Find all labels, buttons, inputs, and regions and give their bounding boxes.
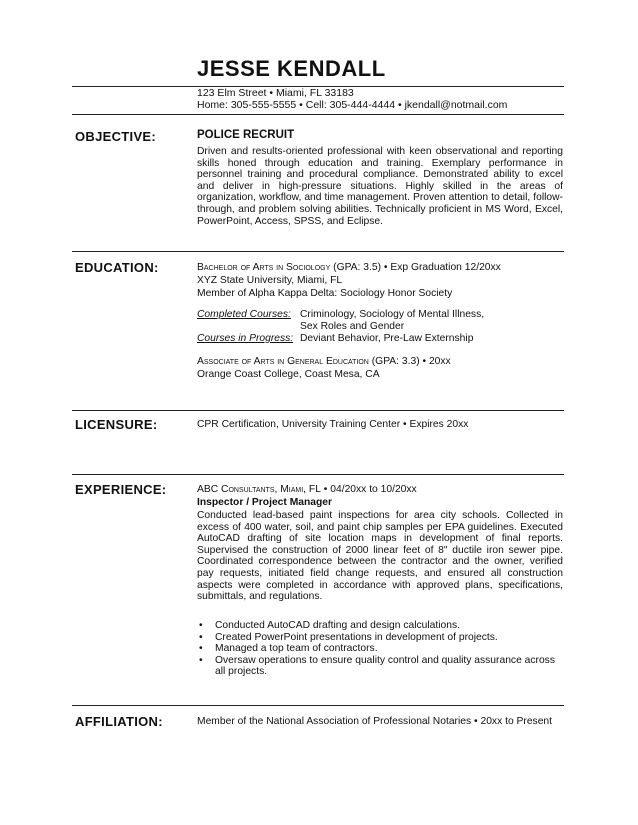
list-item: • Managed a top team of contractors. [197,643,563,655]
education-heading: EDUCATION: [75,260,159,275]
affiliation-heading: AFFILIATION: [75,714,163,729]
job-title: Inspector / Project Manager [197,497,333,508]
divider [72,705,564,706]
completed-courses-label: Completed Courses: [197,309,291,320]
degree2-detail: (GPA: 3.3) • 20xx [371,356,451,367]
experience-heading: EXPERIENCE: [75,482,167,497]
experience-company-line [197,484,417,496]
resume-name: JESSE KENDALL [197,56,386,81]
licensure-text: CPR Certification, University Training Center • Expires 20xx [197,419,469,430]
degree-associate [197,356,451,368]
employment-dates: • 04/20xx to 10/20xx [323,484,417,495]
company: ABC Consultants, Miami, FL [197,484,321,495]
school2: Orange Coast College, Coast Mesa, CA [197,369,380,380]
completed-courses-line1: Criminology, Sociology of Mental Illness, [300,309,485,320]
objective-title: POLICE RECRUIT [197,129,295,141]
courses-in-progress-label: Courses in Progress: [197,333,294,344]
degree1-detail: (GPA: 3.5) • Exp Graduation 12/20xx [333,262,501,273]
experience-text: Conducted lead-based paint inspections for area city schools. Collected in excess of 400 water, soil, and paint chip samples per EPA guidelines. Executed AutoCAD drafting of site location maps in development of final reports. Supervised the construction of 2000 linear feet of 8" ductile iron sewer pipe. Coordinated correspondence between the contractor and the owner, verified pay requests, initiated field change requests, and ensured all construction aspects were completed in accordance with approved plans, specifications, submittals, and regulations. [197,510,563,603]
divider [72,410,564,411]
school1: XYZ State University, Miami, FL [197,275,343,286]
degree1-name: Bachelor of Arts in Sociology [197,262,331,273]
experience-bullets [197,620,563,678]
list-item: • Conducted AutoCAD drafting and design calculations. [197,620,563,632]
list-item: • Created PowerPoint presentations in development of projects. [197,632,563,644]
degree2-name: Associate of Arts in General Education [197,356,369,367]
contact-address: 123 Elm Street • Miami, FL 33183 [197,87,354,99]
contact-phones: Home: 305-555-5555 • Cell: 305-444-4444 • jkendall@notmail.com [197,99,508,111]
licensure-heading: LICENSURE: [75,417,158,432]
divider [72,251,564,252]
divider [72,114,564,115]
affiliation-text: Member of the National Association of Professional Notaries • 20xx to Present [197,716,553,727]
divider [72,474,564,475]
courses-in-progress: Deviant Behavior, Pre-Law Externship [300,333,474,344]
list-item: • Oversaw operations to ensure quality control and quality assurance across all projects. [197,655,563,678]
objective-text: Driven and results-oriented professional with keen observational and reporting skills honed through education and training. Exemplary performance in personnel training and procedural compliance. Demonstrated ability to excel and deliver in high-pressure situations. Highly skilled in the areas of organization, workflow, and time management. Proven attention to detail, follow-through, and problem solving abilities. Technically proficient in MS Word, Excel, PowerPoint, Access, SPSS, and Eclipse. [197,146,563,227]
objective-heading: OBJECTIVE: [75,129,157,144]
honor-society: Member of Alpha Kappa Delta: Sociology Honor Society [197,288,453,299]
degree-bachelor [197,262,501,274]
completed-courses-line2: Sex Roles and Gender [300,321,405,332]
